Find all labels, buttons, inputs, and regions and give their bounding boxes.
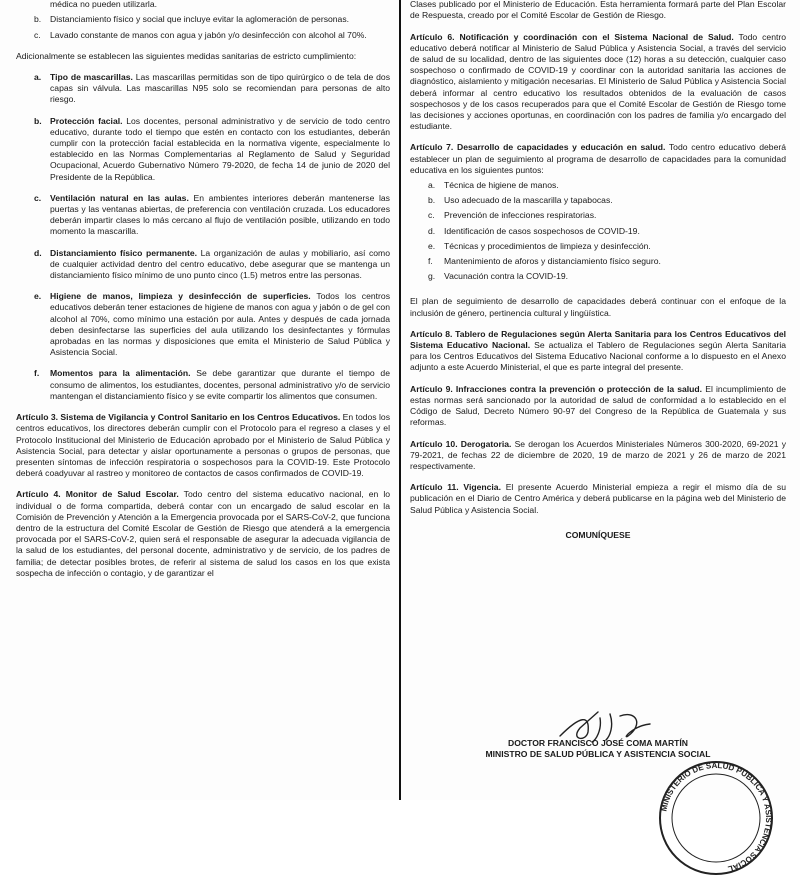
article-7-list-item (428, 226, 786, 237)
article-3-title: Artículo 3. Sistema de Vigilancia y Control Sanitario en los Centros Educativos. (16, 412, 341, 423)
medida-title: Momentos para la alimentación. (50, 368, 191, 379)
article-9 (410, 384, 786, 429)
article-4-title: Artículo 4. Monitor de Salud Escolar. (16, 489, 179, 500)
medida-item (34, 193, 390, 238)
official-seal (656, 758, 776, 878)
intro-list-text: Lavado constante de manos con agua y jabón y/o desinfección con alcohol al 70%. (50, 29, 367, 40)
article-8-title: Artículo 8. Tablero de Regulaciones según Alerta Sanitaria para los Centros Educativos del Sistema Educativo Nacional. (410, 328, 786, 351)
medida-text: Ventilación natural en las aulas. En ambientes interiores deberán mantenerse las puertas y las ventanas abiertas, de preferencia con ventilación cruzada. Los educadores deberán impartir clases lo más cercano al flujo de ventilación posible, utilizando en todo momento la mascarilla. (50, 192, 390, 237)
article-7-list (410, 180, 786, 282)
article-7-list-text: Identificación de casos sospechosos de COVID-19. (444, 225, 640, 236)
intro-list-text: médica no pueden utilizarla. (50, 0, 158, 10)
article-6-title: Artículo 6. Notificación y coordinación con el Sistema Nacional de Salud. (410, 31, 734, 42)
article-7-list-text: Mantenimiento de aforos y distanciamiento físico seguro. (444, 256, 661, 267)
medida-marker: e. (34, 291, 42, 302)
article-11 (410, 482, 786, 516)
medida-item (34, 116, 390, 183)
article-7-text: Todo centro educativo deberá establecer un plan de seguimiento al programa de desarrollo de capacidades para la comunidad educativa en los siguientes puntos: (410, 142, 786, 175)
article-11-text: El presente Acuerdo Ministerial empieza a regir el mismo día de su publicación en el Diario de Centro América y deberá publicarse en la página web del Ministerio de Salud Pública y Asistencia Social. (410, 482, 786, 515)
comuniquese-heading: COMUNÍQUESE (565, 529, 631, 540)
article-3 (16, 412, 390, 479)
article-7-list-text: Prevención de infecciones respiratorias. (444, 210, 597, 221)
column-divider (399, 0, 401, 800)
medida-text: Momentos para la alimentación. Se debe garantizar que durante el tiempo de consumo de alimentos, los estudiantes, docentes, personal administrativo y/o de servicio mantengan el distanciamiento físico y se evite compartir los alimentos que consumen. (50, 368, 390, 401)
article-7-list-text: Vacunación contra la COVID-19. (444, 271, 569, 282)
article-7-list-marker: c. (428, 210, 435, 221)
intro-list-text: Distanciamiento físico y social que incluye evitar la aglomeración de personas. (50, 14, 350, 25)
intro-list-marker: b. (34, 14, 42, 25)
medida-item (34, 368, 390, 402)
medida-title: Protección facial. (50, 115, 123, 126)
medida-title: Distanciamiento físico permanente. (50, 247, 198, 258)
article-7-plan: El plan de seguimiento de desarrollo de capacidades deberá continuar con el enfoque de la inclusión de género, pertinencia cultural y lingüística. (410, 296, 786, 318)
medida-text: Protección facial. Los docentes, personal administrativo y de servicio de todo centro educativo, durante todo el tiempo que estén en contacto con los estudiantes, deberán cumplir con la protección facial establecida en la normativa vigente, especialmente lo establecido en las Normas Complementarias al Reglamento de Salud y Seguridad Ocupacional, Acuerdo Gubernativo Número 79-2020, de fecha 14 de junio de 2020 del Presidente de la República. (50, 115, 390, 182)
article-7-list-item (428, 256, 786, 267)
article-8-text: Se actualiza el Tablero de Regulaciones según Alerta Sanitaria para los Centros Educativos del Sistema Educativo Nacional conforme a lo dispuesto en el Anexo adjunto a este Acuerdo Ministerial, el que es parte integral del presente. (410, 340, 787, 373)
adicional-paragraph: Adicionalmente se establecen las siguientes medidas sanitarias de estricto cumplimiento: (16, 50, 357, 61)
intro-list-item (34, 14, 390, 25)
right-column (410, 0, 786, 551)
article-9-text: El incumplimiento de estas normas será sancionado por la autoridad de salud de conformidad a lo establecido en el Código de Salud, Decreto Número 90-97 del Congreso de la República de Guatemala y sus reformas. (410, 383, 786, 428)
medida-title: Ventilación natural en las aulas. (50, 192, 189, 203)
medidas-list (16, 72, 390, 402)
medida-text: Higiene de manos, limpieza y desinfección de superficies. Todos los centros educativos deberán tener estaciones de higiene de manos con agua y jabón o de gel con alcohol al 70%, como mínimo una estación por aula. Antes y después de cada jornada deben desinfectarse las superficies del aula utilizando los desinfectantes y fórmulas aprobadas en las normas y disposiciones que emita el Ministerio de Salud Pública y Asistencia Social. (50, 291, 390, 358)
medida-marker: a. (34, 72, 42, 83)
article-10-title: Artículo 10. Derogatoria. (410, 438, 512, 449)
medida-title: Tipo de mascarillas. (50, 72, 133, 83)
signer-name: DOCTOR FRANCISCO JOSÉ COMA MARTÍN (508, 738, 688, 748)
article-7-list-marker: a. (428, 180, 436, 191)
article-4-text: Todo centro del sistema educativo nacional, en lo individual o de forma compartida, deberá contar con un encargado de salud escolar en la Comisión de Prevención y Atención a la Emergencia provocada por el SARS-CoV-2, que funciona dentro de la estructura del Comité Escolar de Gestión de Riesgo que atenderá a la emergencia provocada por el SARS-CoV-2, quien será el responsable de asegurar la adecuada vigilancia de la salud de los estudiantes, del personal docente, administrativo y de servicio, de los padres de familia; de detectar posibles brotes, de referir al sistema de salud los casos en los que exista sospecha de infección o contagio, y de garantizar el (16, 489, 391, 578)
medida-marker: f. (34, 368, 40, 379)
article-4 (16, 489, 390, 579)
medida-text: Tipo de mascarillas. Las mascarillas permitidas son de tipo quirúrgico o de tela de dos capas sin válvula. Las mascarillas N95 solo se recomiendan para personas de alto riesgo. (50, 72, 390, 105)
seal-text: MINISTERIO DE SALUD PÚBLICA Y ASISTENCIA SOCIAL (659, 760, 774, 874)
left-column (16, 0, 390, 589)
signer-title: MINISTRO DE SALUD PÚBLICA Y ASISTENCIA SOCIAL (485, 749, 711, 759)
article-7-list-item (428, 180, 786, 191)
article-8 (410, 329, 786, 374)
article-7-list-marker: f. (428, 256, 433, 267)
article-7-list-item (428, 210, 786, 221)
article-7-list-marker: e. (428, 240, 436, 251)
article-3-text: En todos los centros educativos, los directores deberán cumplir con el Protocolo para el regreso a clases y el Protocolo Institucional del Ministerio de Educación aprobado por el Ministerio de Salud Pública y Asistencia Social, para detectar y aislar oportunamente a personas o grupos de personas, que presenten síntomas de infección respiratoria o sospechosos para la COVID-19. Este Protocolo deberá coadyuvar al rastreo y monitoreo de contactos de casos confirmados de COVID-19. (16, 412, 390, 479)
article-10-text: Se derogan los Acuerdos Ministeriales Números 300-2020, 69-2021 y 79-2021, de fechas 22 de diciembre de 2020, 19 de marzo de 2021 y 26 de marzo de 2021 respectivamente. (410, 438, 786, 471)
article-11-title: Artículo 11. Vigencia. (410, 482, 501, 493)
signature-block (410, 738, 786, 760)
article-9-title: Artículo 9. Infracciones contra la prevención o protección de la salud. (410, 383, 703, 394)
article-6 (410, 32, 786, 133)
article-7-list-text: Técnica de higiene de manos. (444, 180, 559, 191)
medida-marker: d. (34, 247, 42, 258)
medida-item (34, 72, 390, 106)
medida-item (34, 248, 390, 282)
article-5-continuation: Clases publicado por el Ministerio de Educación. Esta herramienta formará parte del Plan Escolar de Respuesta, creado por el Comité Escolar de Gestión de Riesgo. (410, 0, 786, 21)
intro-list-marker: c. (34, 29, 41, 40)
article-7-title: Artículo 7. Desarrollo de capacidades y educación en salud. (410, 142, 666, 153)
article-7-list-marker: g. (428, 271, 436, 282)
article-7-list-marker: d. (428, 225, 436, 236)
medida-text: Distanciamiento físico permanente. La organización de aulas y mobiliario, así como de cualquier actividad dentro del centro educativo, debe asegurar que se mantenga un distanciamiento físico mínimo de uno punto cinco (1.5) metros entre las personas. (50, 247, 390, 281)
article-7-list-text: Uso adecuado de la mascarilla y tapabocas. (444, 195, 613, 206)
article-7-list-item (428, 195, 786, 206)
intro-list-item (34, 0, 390, 10)
article-6-text: Todo centro educativo deberá notificar al Ministerio de Salud Pública y Asistencia Social, a través del servicio de salud de su localidad, dentro de las siguientes doce (12) horas a su detección, cualquier caso sospechoso o confirmado de COVID-19 y coordinar con la autoridad sanitaria las acciones de diagnóstico, aislamiento y mitigación necesarias. El Ministerio de Salud Pública y Asistencia Social deberá informar al centro educativo los resultados obtenidos de la evaluación de casos sospechosos y de los casos recuperados para que el Comité Escolar de Gestión de Riesgo tome las decisiones y acciones oportunas, en coordinación con los padres de familia y/o encargado del estudiante. (410, 31, 787, 132)
article-7-list-item (428, 271, 786, 282)
article-7-list-marker: b. (428, 195, 436, 206)
medida-marker: b. (34, 115, 42, 126)
article-7 (410, 142, 786, 176)
intro-list-marker (34, 0, 50, 10)
intro-list (16, 0, 390, 41)
medida-item (34, 291, 390, 358)
medida-title: Higiene de manos, limpieza y desinfección de superficies. (50, 291, 311, 302)
medida-marker: c. (34, 192, 42, 203)
article-10 (410, 439, 786, 473)
intro-list-item (34, 30, 390, 41)
article-7-list-text: Técnicas y procedimientos de limpieza y desinfección. (444, 240, 651, 251)
article-7-list-item (428, 241, 786, 252)
